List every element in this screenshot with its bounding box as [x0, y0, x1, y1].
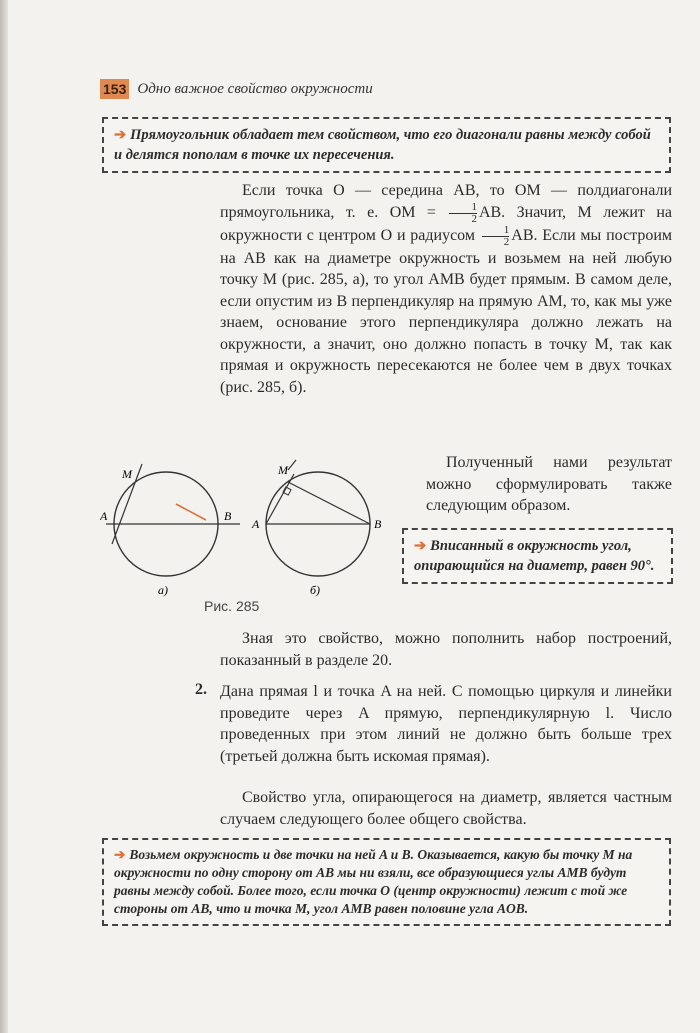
para1-line1: Если точка O — середина AB, то OM — полдиагонали прямоугольника, т. е. OM =: [220, 182, 672, 221]
paragraph-1: [220, 180, 672, 398]
fraction-denominator: 2: [503, 235, 510, 248]
fraction-half-2: [482, 225, 510, 248]
paragraph-2: Полученный нами результат можно сформулировать также следующим образом.: [426, 454, 672, 514]
theorem-text: Вписанный в окружность угол, опирающийся на диаметр, равен 90°.: [414, 538, 655, 574]
page-number: 153: [100, 79, 129, 99]
fraction-denominator: 2: [471, 212, 477, 225]
point-a-a: A: [100, 509, 108, 523]
theorem-text: Прямоугольник обладает тем свойством, что его диагонали равны между собой и делятся пополам в точке их пересечения.: [114, 127, 651, 163]
paragraph-3: Зная это свойство, можно пополнить набор построений, показанный в разделе 20.: [220, 630, 672, 669]
fraction-half: [449, 202, 477, 225]
arrow-icon: ➔: [414, 538, 427, 554]
point-m-a: M: [122, 467, 132, 481]
label-a: а): [158, 583, 168, 597]
chapter-title: Одно важное свойство окружности: [137, 80, 373, 97]
arrow-icon: ➔: [114, 847, 126, 862]
arrow-icon: ➔: [114, 127, 127, 143]
label-b: б): [310, 583, 321, 597]
point-m-b: M: [278, 463, 288, 477]
para1-line1b: AB. Значит, M лежит на окружности с центром O и радиусом: [220, 203, 673, 244]
theorem-box-rectangle: [102, 117, 671, 173]
paragraph-5: Свойство угла, опирающегося на диаметр, является частным случаем следующего более общего свойства.: [220, 789, 672, 828]
figure-caption: Рис. 285: [204, 598, 260, 614]
exercise-2-text: Дана прямая l и точка A на ней. С помощью циркуля и линейки проведите через A прямую, перпендикулярную l. Число проведенных при этом линий не должно быть больше трех (третьей должна быть искомая прямая).: [220, 683, 672, 765]
theorem-text: Возьмем окружность и две точки на ней A и B. Оказывается, какую бы точку M на окружности по одну сторону от AB мы ни взяли, все образующиеся углы AMB будут равны между собой. Более того, если точка O (центр окружности) лежит с той же стороны от AB, что и точка M, угол AMB равен половине угла AOB.: [114, 847, 633, 916]
page-header: [100, 78, 660, 100]
para1-line1c: AB. Если мы построим на AB как на диаметре окружность и возьмем на ней любую точку M (рис. 285, а), то угол AMB будет прямым. В самом деле, если опустим из B перпендикуляр на прямую AM, то, как мы уже знаем, основание этого перпендикуляра должно лежать на окружности, а значит, оно должно попасть в точку M, так как прямая и окружность пересекаются не более чем в двух точках (рис. 285, б).: [220, 226, 673, 396]
point-b-a: B: [224, 509, 232, 523]
right-angle-mark-b: [283, 487, 291, 495]
chord-am-b: [266, 474, 294, 524]
line-extension-b: [288, 460, 296, 470]
page-edge: [0, 0, 8, 1033]
point-a-b: A: [252, 517, 260, 531]
radius-arrow-a: [176, 504, 206, 520]
theorem-box-general: [102, 838, 671, 926]
chord-mb-b: [288, 482, 370, 524]
point-b-b: B: [374, 517, 382, 531]
exercise-number: 2.: [195, 681, 207, 698]
fraction-numerator: 1: [482, 225, 510, 237]
fraction-numerator: 1: [449, 202, 477, 214]
theorem-box-inscribed-angle: [402, 528, 673, 584]
